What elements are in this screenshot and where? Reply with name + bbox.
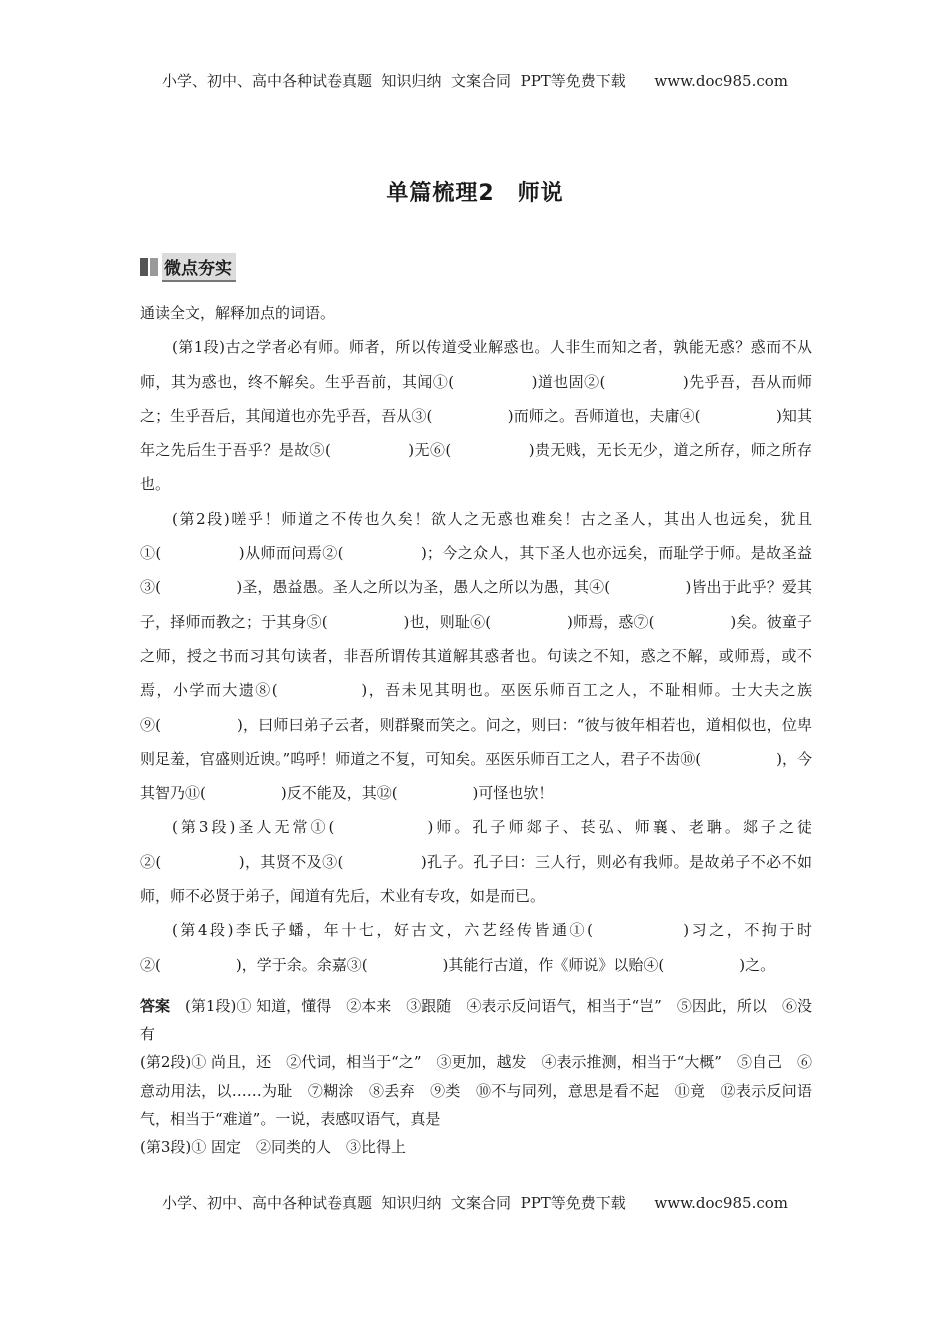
page-footer: 小学、初中、高中各种试卷真题 知识归纳 文案合同 PPT等免费下载 www.doc985.com	[161, 1194, 788, 1212]
exercise-body	[140, 296, 812, 982]
paragraph-3: (第3段)圣人无常①( )师。孔子师郯子、苌弘、师襄、老聃。郯子之徒②( )，其贤不及③( )孔子。孔子曰：三人行，则必有我师。是故弟子不必不如师，师不必贤于弟子，闻道有先后，术业有专攻，如是而已。	[140, 818, 812, 906]
page-title: 单篇梳理2 师说	[386, 181, 564, 206]
paragraph-4: (第4段)李氏子蟠，年十七，好古文，六艺经传皆通①( )习之，不拘于时②( )，学于余。余嘉③( )其能行古道，作《师说》以贻④( )之。	[140, 921, 812, 974]
page-header: 小学、初中、高中各种试卷真题 知识归纳 文案合同 PPT等免费下载 www.doc985.com	[161, 72, 788, 90]
answer-p3: (第3段)① 固定 ②同类的人 ③比得上	[140, 1138, 407, 1157]
section-marker-dark	[140, 258, 148, 276]
section-heading	[140, 255, 236, 279]
instruction: 通读全文，解释加点的词语。	[140, 304, 336, 322]
section-marker-light	[150, 258, 158, 276]
answer-p2: (第2段)① 尚且，还 ②代词，相当于“之” ③更加，越发 ④表示推测，相当于“大概” ⑤自己 ⑥意动用法，以……为耻 ⑦糊涂 ⑧丢弃 ⑨类 ⑩不与同列，意思是看不起 ⑪竟 ⑫表示反问语气，相当于“难道”。一说，表感叹语气，真是	[140, 1053, 812, 1128]
answer-p1-text: (第1段)① 知道，懂得 ②本来 ③跟随 ④表示反问语气，相当于“岂” ⑤因此，所以 ⑥没有	[140, 997, 812, 1044]
section-label: 微点夯实	[162, 253, 236, 282]
answer-section	[140, 992, 812, 1161]
answer-p1	[140, 992, 812, 1048]
paragraph-2: (第2段)嗟乎！师道之不传也久矣！欲人之无惑也难矣！古之圣人，其出人也远矣，犹且①( )从师而问焉②( )；今之众人，其下圣人也亦远矣，而耻学于师。是故圣益③( )圣，愚益愚。圣人之所以为圣，愚人之所以为愚，其④( )皆出于此乎？爱其子，择师而教之；于其身⑤( )也，则耻⑥( )师焉，惑⑦( )矣。彼童子之师，授之书而习其句读者，非吾所谓传其道解其惑者也。句读之不知，惑之不解，或师焉，或不焉，小学而大遗⑧( )，吾未见其明也。巫医乐师百工之人，不耻相师。士大夫之族⑨( )，曰师曰弟子云者，则群聚而笑之。问之，则曰：“彼与彼年相若也，道相似也，位卑则足羞，官盛则近谀。”呜呼！师道之不复，可知矣。巫医乐师百工之人，君子不齿⑩( )，今其智乃⑪( )反不能及，其⑫( )可怪也欤！	[140, 509, 812, 803]
paragraph-1: (第1段)古之学者必有师。师者，所以传道受业解惑也。人非生而知之者，孰能无惑？惑而不从师，其为惑也，终不解矣。生乎吾前，其闻①( )道也固②( )先乎吾，吾从而师之；生乎吾后，其闻道也亦先乎吾，吾从③( )而师之。吾师道也，夫庸④( )知其年之先后生于吾乎？是故⑤( )无⑥( )贵无贱，无长无少，道之所存，师之所存也。	[140, 338, 812, 494]
answer-label: 答案	[140, 997, 171, 1015]
